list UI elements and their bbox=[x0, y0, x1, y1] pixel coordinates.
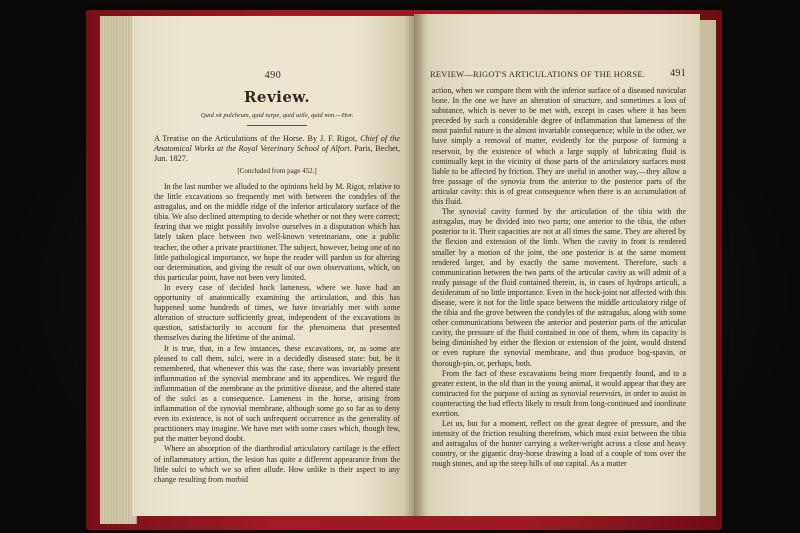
motto: Quid sit pulchrum, quid turpe, quid utile, quid non.—Hor. bbox=[200, 112, 354, 119]
paragraph: In every case of decided hock lameness, where we have had an opportunity of anatomically examining the articulation, and this has happened some hundreds of times, we have invariably met with some alteration of structure sufficiently great, independent of the excavations in question, satisfactorily to account for the phenomena that presented themselves during the lifetime of the animal. bbox=[154, 282, 400, 343]
work-title-italic: Chief of the Anatomical Works at the Royal Veterinary School of Alfort. bbox=[154, 134, 401, 153]
paragraph: In the last number we alluded to the opinions held by M. Rigot, relative to the little excavations so frequently met with between the condyles of the astragalus, and on the middle ridge of the inferior articulatory surface of the tibia. We also declined attempting to decide whether or not they were correct; fearing that we might possibly involve ourselves in a disputation which has lately taken place between two well-known veterinarians, one a public teacher, the other a private practitioner. The subject, however, being one of no little pathological importance, we hope the reader will pardon us for altering our determination, and giving the result of our own observations, which, on this particular point, have not been very limited. bbox=[154, 182, 400, 282]
paragraph: action, when we compare them with the inferior surface of a diseased navicular bone. In the one we have an alteration of structure, and sometimes a loss of substance, which is never to be met with, except in cases where it has been preceded by such a considerable degree of inflammation that lameness of the most painful nature is the almost invariable consequence; while in the other, we have simply a removal of matter, evidently for the purpose of forming a reservoir, by the existence of which a large supply of lubricating fluid is continually kept in the vicinity of those parts of the articulatory surfaces most liable to be affected by friction. They are useful in another way,—they allow a free passage of the synovia from the anterior to the posterior parts of the articular cavity: this is of great consequence when there is an accumulation of this fluid. bbox=[432, 86, 686, 207]
work-title-tail: Paris, Bechet, Jun. 1827. bbox=[154, 144, 401, 163]
title-rule bbox=[247, 125, 307, 126]
running-head-title: REVIEW—RIGOT'S ARTICULATIONS OF THE HORSE. bbox=[430, 70, 646, 79]
paragraph: From the fact of these excavations being more frequently found, and to a greater extent, in the old than in the young animal, it would appear that they are constructed for the purpose of acting as synovial reservoirs, in order to assist in counteracting the bad effects likely to result from long-continued and inordinate exertion. bbox=[432, 368, 686, 418]
right-page-number: 491 bbox=[670, 68, 686, 79]
paragraph: Where an absorption of the diarthrodial articulatory cartilage is the effect of inflammatory action, the lesion has quite a different appearance from the little sulci to which we so often allude. How unlike is their aspect to any change resulting from morbid bbox=[154, 444, 400, 484]
right-page-body bbox=[432, 86, 686, 470]
book-gutter bbox=[404, 14, 426, 518]
page-stack-right bbox=[698, 20, 716, 516]
running-head bbox=[430, 70, 686, 79]
work-title bbox=[154, 134, 400, 164]
left-page-body bbox=[154, 66, 400, 485]
paragraph: Let us, but for a moment, reflect on the great degree of pressure, and the intensity of the friction resulting therefrom, which must exist between the tibia and astragalus of the hunter carrying a welter-weight across a close and heavy country, or the gigantic dray-horse drawing a load of a couple of tons over the rough stones, and up the steep hills of our capital. As a matter bbox=[432, 419, 686, 469]
left-page bbox=[132, 16, 414, 516]
section-title: Review. bbox=[243, 88, 311, 106]
right-page bbox=[414, 14, 700, 516]
paragraph: It is true, that, in a few instances, these excavations, or, as some are pleased to call them, sulci, were in a decidedly diseased state: but, be it remembered, that whenever this was the case, there was invariably present inflammation of the synovial membrane and its appendices. We regard the inflammation of the membrane as the primitive disease, and the altered state of the sulci as a consequence. Lameness in the horse, arising from inflammation of the synovial membrane, although some go so far as to deny even its existence, is not of such unfrequent occurrence as the generality of practitioners may imagine. We have met with some cases which, though few, put the matter beyond doubt. bbox=[154, 343, 400, 444]
work-title-plain: A Treatise on the Articulations of the Horse. By J. F. Rigot, bbox=[154, 134, 361, 143]
left-page-number: 490 bbox=[264, 70, 282, 81]
paragraph: The synovial cavity formed by the articulation of the tibia with the astragalus, may be divided into two parts; one anterior to the tibia, the other posterior to it. Their capacities are not at all times the same. They are altered by the flexion and extension of the limb. When the cavity in front is rendered smaller by a motion of the joint, the one posterior is at the same moment rendered larger, and by exactly the same movement. Therefore, such a communication between the two parts of the articular cavity as will admit of a ready passage of the fluid contained therein, is, in cases of hydrops articuli, a desideratum of no little importance. Even in the hock-joint not affected with this disease, were it not for the little space between the middle articulatory ridge of the tibia and the grove between the condyles of the astragalus, along with some other communications between the anterior and posterior parts of the articular cavity, the pressure of the fluid contained in one of them, when its capacity is being diminished by either the flexion or extension of the joint, would distend or even rupture the synovial membrane, and thus produce bog-spavin, or thorough-pin, or, perhaps, both. bbox=[432, 207, 686, 368]
concluded-note: [Concluded from page 452.] bbox=[237, 167, 317, 175]
